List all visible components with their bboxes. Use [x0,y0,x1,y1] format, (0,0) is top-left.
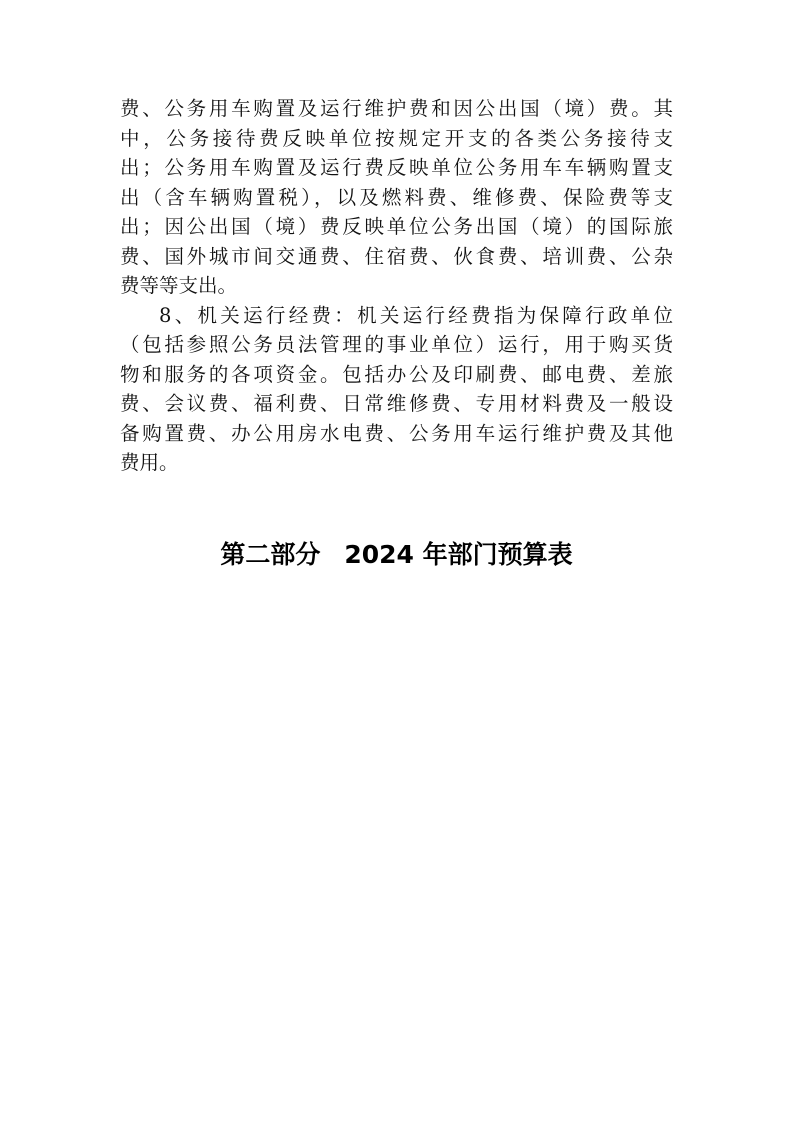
section-title: 2024 年部门预算表 [344,540,573,569]
body-text [120,94,673,478]
section-part-label: 第二部分 [220,540,321,569]
section-heading [0,538,793,572]
paragraph-operating-expenses [120,301,673,478]
text-line: 中，公务接待费反映单位按规定开支的各类公务接待支 [120,126,673,150]
text-line: 出；因公出国（境）费反映单位公务出国（境）的国际旅 [120,215,673,238]
text-line: 8、机关运行经费：机关运行经费指为保障行政单位 [159,303,673,327]
text-line: 备购置费、办公用房水电费、公务用车运行维护费及其他 [120,421,673,445]
text-line: 物和服务的各项资金。包括办公及印刷费、邮电费、差旅 [120,362,673,386]
text-line: 出（含车辆购置税），以及燃料费、维修费、保险费等支 [120,185,673,209]
text-line: 费、公务用车购置及运行维护费和因公出国（境）费。其 [120,97,673,120]
paragraph-public-expenses [120,94,673,301]
text-line: （包括参照公务员法管理的事业单位）运行，用于购买货 [120,333,673,356]
text-line: 费、国外城市间交通费、住宿费、伙食费、培训费、公杂 [120,244,673,268]
text-line: 出；公务用车购置及运行费反映单位公务用车车辆购置支 [120,156,673,179]
text-line: 费、会议费、福利费、日常维修费、专用材料费及一般设 [120,392,673,415]
text-line: 费用。 [120,451,179,474]
text-line: 费等等支出。 [120,274,238,297]
